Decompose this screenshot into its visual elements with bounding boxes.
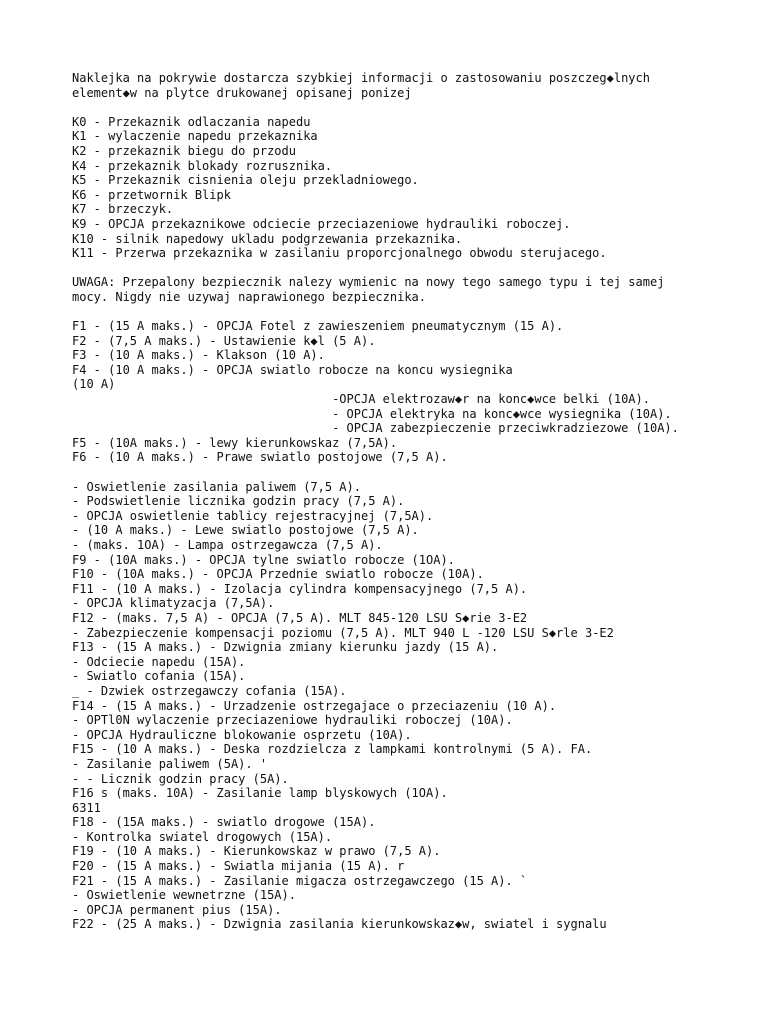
fuse-line: - OPCJA klimatyzacja (7,5A).: [72, 596, 275, 611]
fuse-line: F10 - (10A maks.) - OPCJA Przednie swiatlo robocze (10A).: [72, 567, 484, 582]
fuse-line: F18 - (15A maks.) - swiatlo drogowe (15A).: [72, 815, 376, 830]
fuse-line: - Odciecie napedu (15A).: [72, 654, 246, 669]
warning-paragraph: [72, 275, 762, 304]
relay-line: K0 - Przekaznik odlaczania napedu: [72, 114, 311, 129]
relay-line: K2 - przekaznik biegu do przodu: [72, 143, 296, 158]
fuse-line: F5 - (10A maks.) - lewy kierunkowskaz (7,5A).: [72, 435, 398, 450]
fuse-line: F12 - (maks. 7,5 A) - OPCJA (7,5 A). MLT 845-120 LSU S◆rie 3-E2: [72, 610, 528, 625]
relay-line: K1 - wylaczenie napedu przekaznika: [72, 129, 318, 144]
fuse-line: - - Licznik godzin pracy (5A).: [72, 771, 289, 786]
fuse-line: F2 - (7,5 A maks.) - Ustawienie k◆l (5 A).: [72, 333, 376, 348]
fuse-line: F9 - (10A maks.) - OPCJA tylne swiatlo robocze (1OA).: [72, 552, 455, 567]
fuse-line: - OPCJA permanent pius (15A).: [72, 902, 282, 917]
intro-paragraph: [72, 71, 762, 100]
paragraph-gap: [72, 100, 762, 115]
relay-line: K11 - Przerwa przekaznika w zasilaniu proporcjonalnego obwodu sterujacego.: [72, 246, 607, 261]
fuse-line: _ - Dzwiek ostrzegawczy cofania (15A).: [72, 683, 347, 698]
fuse-line: F19 - (10 A maks.) - Kierunkowskaz w prawo (7,5 A).: [72, 844, 441, 859]
fuse-line: - Swiatlo cofania (15A).: [72, 669, 246, 684]
fuse-line: 6311: [72, 800, 101, 815]
intro-line: element◆w na plytce drukowanej opisanej ponizej: [72, 85, 412, 100]
fuse-line: - Kontrolka swiatel drogowych (15A).: [72, 829, 333, 844]
paragraph-gap: [72, 465, 762, 480]
paragraph-gap: [72, 305, 762, 320]
fuse-line: - OPCJA Hydrauliczne blokowanie osprzetu (10A).: [72, 727, 412, 742]
fuse-line: F6 - (10 A maks.) - Prawe swiatlo postojowe (7,5 A).: [72, 450, 448, 465]
fuse-list-secondary: [72, 480, 762, 932]
fuse-line: - Oswietlenie zasilania paliwem (7,5 A).: [72, 479, 361, 494]
relay-line: K7 - brzeczyk.: [72, 202, 174, 217]
relay-list: [72, 115, 762, 261]
fuse-line: -OPCJA elektrozaw◆r na konc◆wce belki (10A).: [72, 392, 650, 407]
fuse-line: F16 s (maks. 10A) - Zasilanie lamp blyskowych (1OA).: [72, 786, 448, 801]
fuse-line: - OPCJA elektryka na konc◆wce wysiegnika (10A).: [72, 406, 672, 421]
relay-line: K5 - Przekaznik cisnienia oleju przekladniowego.: [72, 173, 419, 188]
fuse-line: F13 - (15 A maks.) - Dzwignia zmiany kierunku jazdy (15 A).: [72, 640, 499, 655]
fuse-line: - (maks. 1OA) - Lampa ostrzegawcza (7,5 A).: [72, 538, 383, 552]
fuse-line: - (10 A maks.) - Lewe swiatlo postojowe (7,5 A).: [72, 523, 419, 538]
fuse-line: F21 - (15 A maks.) - Zasilanie migacza ostrzegawczego (15 A). `: [72, 873, 528, 888]
relay-line: K10 - silnik napedowy ukladu podgrzewania przekaznika.: [72, 231, 463, 246]
paragraph-gap: [72, 261, 762, 276]
warning-line: mocy. Nigdy nie uzywaj naprawionego bezpiecznika.: [72, 289, 427, 304]
fuse-line: - OPTl0N wylaczenie przeciazeniowe hydrauliki roboczej (10A).: [72, 713, 513, 728]
fuse-line: - Podswietlenie licznika godzin pracy (7,5 A).: [72, 494, 405, 509]
fuse-line: F14 - (15 A maks.) - Urzadzenie ostrzegajace o przeciazeniu (10 A).: [72, 698, 557, 713]
fuse-line: (10 A): [72, 377, 116, 392]
warning-line: UWAGA: Przepalony bezpiecznik nalezy wymienic na nowy tego samego typu i tej samej: [72, 275, 665, 290]
fuse-line: - Oswietlenie wewnetrzne (15A).: [72, 888, 296, 903]
fuse-line: - OPCJA zabezpieczenie przeciwkradziezowe (10A).: [72, 421, 679, 436]
fuse-line: F11 - (10 A maks.) - Izolacja cylindra kompensacyjnego (7,5 A).: [72, 581, 528, 596]
relay-line: K9 - OPCJA przekaznikowe odciecie przeciazeniowe hydrauliki roboczej.: [72, 216, 571, 231]
fuse-line: F15 - (10 A maks.) - Deska rozdzielcza z lampkami kontrolnymi (5 A). FA.: [72, 742, 593, 757]
fuse-line: - OPCJA oswietlenie tablicy rejestracyjnej (7,5A).: [72, 508, 434, 523]
fuse-line: - Zabezpieczenie kompensacji poziomu (7,5 A). MLT 940 L -120 LSU S◆rle 3-E2: [72, 625, 614, 640]
document-page: [72, 71, 762, 932]
fuse-line: F3 - (10 A maks.) - Klakson (10 A).: [72, 348, 325, 363]
relay-line: K4 - przekaznik blokady rozrusznika.: [72, 158, 333, 173]
fuse-line: F20 - (15 A maks.) - Swiatla mijania (15 A). r: [72, 859, 405, 874]
fuse-line: F1 - (15 A maks.) - OPCJA Fotel z zawieszeniem pneumatycznym (15 A).: [72, 319, 564, 334]
fuse-line: - Zasilanie paliwem (5A). ': [72, 756, 268, 771]
fuse-list-primary: [72, 319, 762, 465]
fuse-line: F4 - (10 A maks.) - OPCJA swiatlo robocze na koncu wysiegnika: [72, 362, 513, 377]
intro-line: Naklejka na pokrywie dostarcza szybkiej informacji o zastosowaniu poszczeg◆lnych: [72, 71, 650, 85]
fuse-line: F22 - (25 A maks.) - Dzwignia zasilania kierunkowskaz◆w, swiatel i sygnalu: [72, 917, 607, 932]
relay-line: K6 - przetwornik Blipk: [72, 187, 231, 202]
